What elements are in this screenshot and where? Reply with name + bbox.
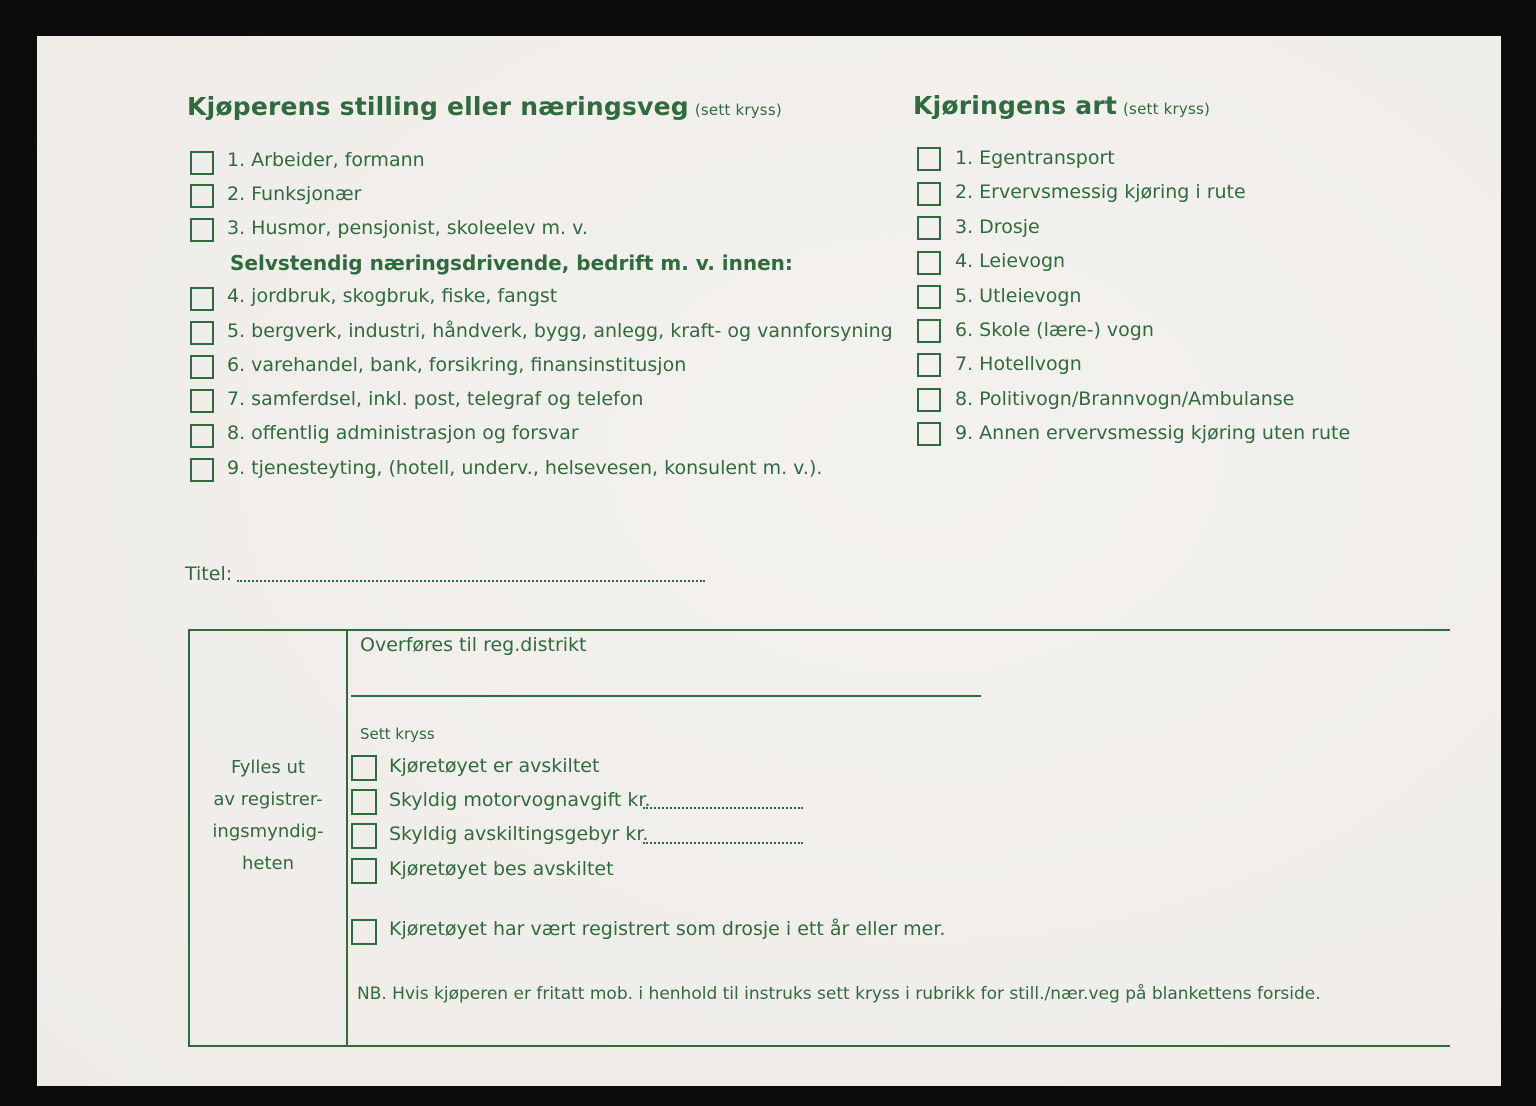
taxi-registered-label: Kjøretøyet har vært registrert som drosje i ett år eller mer.	[389, 918, 946, 940]
driving-type-checkbox-4[interactable]	[917, 251, 941, 275]
driving-type-label-2: 2. Ervervsmessig kjøring i rute	[955, 181, 1246, 203]
sett-kryss-label: Sett kryss	[360, 725, 435, 743]
occupation-label-5: 5. bergverk, industri, håndverk, bygg, anlegg, kraft- og vannforsyning	[227, 320, 893, 342]
occupation-label-9: 9. tjenesteyting, (hotell, underv., helsevesen, konsulent m. v.).	[227, 457, 823, 479]
side-label-line-1: Fylles ut	[231, 757, 305, 778]
occupation-label-2: 2. Funksjonær	[227, 183, 362, 205]
driving-type-label-5: 5. Utleievogn	[955, 285, 1082, 307]
occupation-checkbox-6[interactable]	[190, 355, 214, 379]
occupation-checkbox-7[interactable]	[190, 389, 214, 413]
driving-type-label-6: 6. Skole (lære-) vogn	[955, 319, 1154, 341]
side-label-line-4: heten	[241, 853, 295, 874]
occupation-checkbox-8[interactable]	[190, 424, 214, 448]
occupation-label-3: 3. Husmor, pensjonist, skoleelev m. v.	[227, 217, 588, 239]
buyer-occupation-heading	[187, 92, 782, 121]
driving-type-checkbox-7[interactable]	[917, 353, 941, 377]
buyer-occupation-note: (sett kryss)	[694, 101, 782, 119]
occupation-label-4: 4. jordbruk, skogbruk, fiske, fangst	[227, 285, 558, 307]
occupation-checkbox-4[interactable]	[190, 287, 214, 311]
driving-type-checkbox-5[interactable]	[917, 285, 941, 309]
driving-type-checkbox-1[interactable]	[917, 147, 941, 171]
occupation-checkbox-5[interactable]	[190, 321, 214, 345]
occupation-label-6: 6. varehandel, bank, forsikring, finansinstitusjon	[227, 354, 687, 376]
side-label-line-3: ingsmyndig-	[212, 821, 324, 842]
occupation-label-8: 8. offentlig administrasjon og forsvar	[227, 422, 579, 444]
occupation-checkbox-1[interactable]	[190, 151, 214, 175]
request-deregistration-checkbox[interactable]	[351, 858, 377, 884]
occupation-checkbox-2[interactable]	[190, 184, 214, 208]
nb-note: NB. Hvis kjøperen er fritatt mob. i henhold til instruks sett kryss i rubrikk for still./nær.veg på blankettens forside.	[357, 984, 1321, 1004]
driving-type-checkbox-8[interactable]	[917, 388, 941, 412]
self-employed-subheading: Selvstendig næringsdrivende, bedrift m. v. innen:	[230, 251, 793, 275]
box-divider	[346, 629, 348, 1047]
request-deregistration-label: Kjøretøyet bes avskiltet	[389, 858, 614, 880]
deregistration-fee-checkbox[interactable]	[351, 823, 377, 849]
taxi-registered-checkbox[interactable]	[351, 919, 377, 945]
transfer-district-field[interactable]	[351, 695, 981, 697]
occupation-label-7: 7. samferdsel, inkl. post, telegraf og telefon	[227, 388, 644, 410]
deregistered-checkbox[interactable]	[351, 755, 377, 781]
deregistered-label: Kjøretøyet er avskiltet	[389, 755, 600, 777]
buyer-occupation-title: Kjøperens stilling eller næringsveg	[187, 92, 689, 121]
driving-type-label-7: 7. Hotellvogn	[955, 353, 1082, 375]
driving-type-checkbox-3[interactable]	[917, 216, 941, 240]
titel-label: Titel:	[185, 563, 233, 585]
transfer-district-label: Overføres til reg.distrikt	[360, 634, 587, 656]
driving-type-title: Kjøringens art	[913, 91, 1117, 120]
motor-tax-label: Skyldig motorvognavgift kr.	[389, 789, 651, 811]
driving-type-label-3: 3. Drosje	[955, 216, 1040, 238]
driving-type-label-8: 8. Politivogn/Brannvogn/Ambulanse	[955, 388, 1295, 410]
occupation-checkbox-3[interactable]	[190, 218, 214, 242]
occupation-checkbox-9[interactable]	[190, 458, 214, 482]
driving-type-label-4: 4. Leievogn	[955, 250, 1066, 272]
driving-type-note: (sett kryss)	[1123, 100, 1211, 118]
side-label-line-2: av registrer-	[213, 789, 323, 810]
driving-type-heading	[913, 91, 1210, 120]
titel-dotted-field[interactable]	[237, 580, 705, 582]
motor-tax-checkbox[interactable]	[351, 789, 377, 815]
driving-type-label-9: 9. Annen ervervsmessig kjøring uten rute	[955, 422, 1351, 444]
box-bottom-border	[188, 1045, 1450, 1047]
box-top-border	[188, 629, 1450, 631]
deregistration-fee-amount-field[interactable]	[643, 842, 803, 844]
driving-type-checkbox-6[interactable]	[917, 319, 941, 343]
registry-side-label	[190, 752, 346, 880]
deregistration-fee-label: Skyldig avskiltingsgebyr kr.	[389, 823, 649, 845]
motor-tax-amount-field[interactable]	[643, 807, 803, 809]
driving-type-label-1: 1. Egentransport	[955, 147, 1115, 169]
driving-type-checkbox-2[interactable]	[917, 182, 941, 206]
form-card	[37, 36, 1501, 1086]
driving-type-checkbox-9[interactable]	[917, 422, 941, 446]
occupation-label-1: 1. Arbeider, formann	[227, 149, 425, 171]
